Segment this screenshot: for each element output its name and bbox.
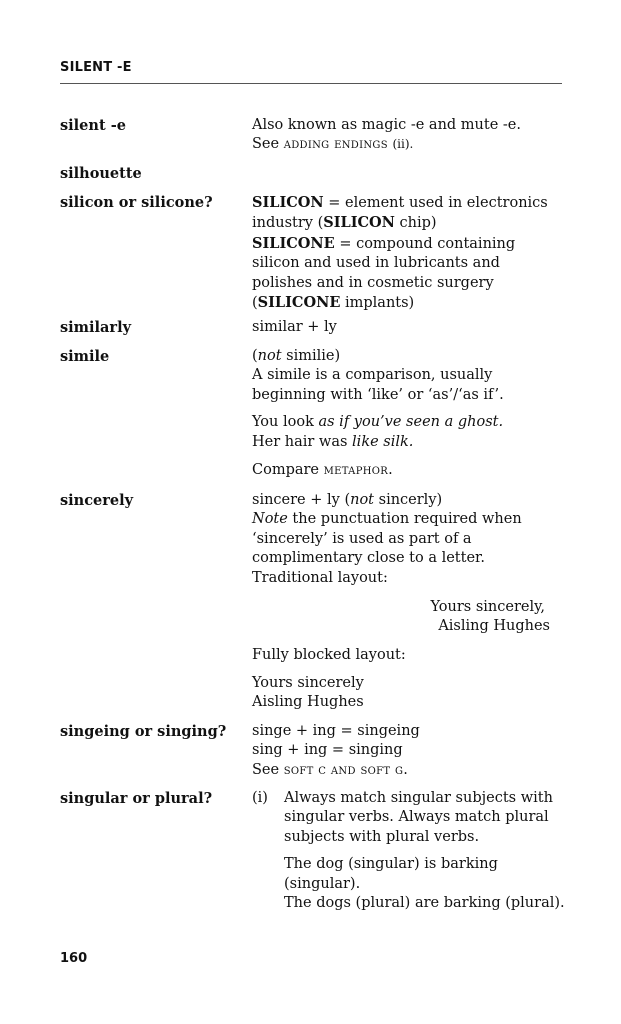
headword-singeing: singeing or singing? (60, 723, 227, 740)
definition-silicone-text: SILICONE = compound containing silicon and used in lubricants and polishes and in cosmetic surgery (SILICONE implants) (252, 234, 516, 312)
cross-reference-link[interactable]: soft c and soft g (283, 761, 404, 778)
definition-silent-e (252, 116, 564, 155)
singing-formation: sing + ing = singing (252, 742, 403, 759)
simile-example-2: Her hair was like silk. (252, 433, 414, 450)
singular-example-1: The dog (singular) is barking (singular). (284, 856, 498, 892)
headword-silicon: silicon or silicone? (60, 194, 213, 211)
cross-reference: See adding endings (ii). (252, 136, 414, 153)
singeing-formation: singe + ing = singeing (252, 723, 420, 739)
singular-rule: Always match singular subjects with singular verbs. Always match plural subjects with plural verbs. (284, 790, 553, 845)
cross-reference: See soft c and soft g. (252, 761, 408, 778)
header-rule (60, 83, 562, 84)
definition-silicon (252, 193, 564, 313)
sincerely-note: Note the punctuation required when ‘sincerely’ is used as part of a complimentary close to a letter. (252, 511, 522, 567)
definition-sincerely (252, 491, 564, 588)
headword-silhouette: silhouette (60, 165, 142, 182)
definition-similarly: similar + ly (252, 319, 337, 335)
singular-example-2: The dogs (plural) are barking (plural). (284, 895, 565, 912)
blocked-close (252, 674, 564, 713)
traditional-close-line-1: Yours sincerely, (430, 599, 545, 615)
blocked-layout-label: Fully blocked layout: (252, 647, 406, 663)
traditional-layout-label: Traditional layout: (252, 569, 388, 586)
headword-singular: singular or plural? (60, 790, 213, 807)
cross-reference: Compare metaphor. (252, 462, 393, 479)
definition-silicon-text: SILICON = element used in electronics industry (SILICON chip) (252, 194, 548, 232)
definition-simile (252, 347, 564, 480)
simile-not-note: (not similie) (252, 348, 341, 364)
definition-line: Also known as magic -e and mute -e. (252, 117, 522, 133)
cross-reference-link[interactable]: metaphor (323, 462, 389, 479)
simile-description: A simile is a comparison, usually beginning with ‘like’ or ‘as’/‘as if’. (252, 367, 504, 403)
cross-reference-link[interactable]: adding endings (283, 136, 388, 153)
blocked-close-line-2: Aisling Hughes (252, 694, 364, 711)
headword-silent-e: silent -e (60, 117, 126, 134)
list-number: (i) (252, 790, 268, 806)
definition-singular (284, 789, 574, 913)
headword-similarly: similarly (60, 319, 131, 336)
headword-sincerely: sincerely (60, 492, 134, 509)
simile-example-1: You look as if you’ve seen a ghost. (252, 414, 504, 431)
blocked-close-line-1: Yours sincerely (252, 675, 364, 691)
definition-singeing (252, 722, 564, 780)
running-header: SILENT -E (60, 60, 132, 75)
page-number: 160 (60, 951, 88, 966)
headword-simile: simile (60, 348, 110, 365)
traditional-close-line-2: Aisling Hughes (438, 618, 550, 634)
sincerely-formation: sincere + ly (not sincerly) (252, 492, 443, 508)
